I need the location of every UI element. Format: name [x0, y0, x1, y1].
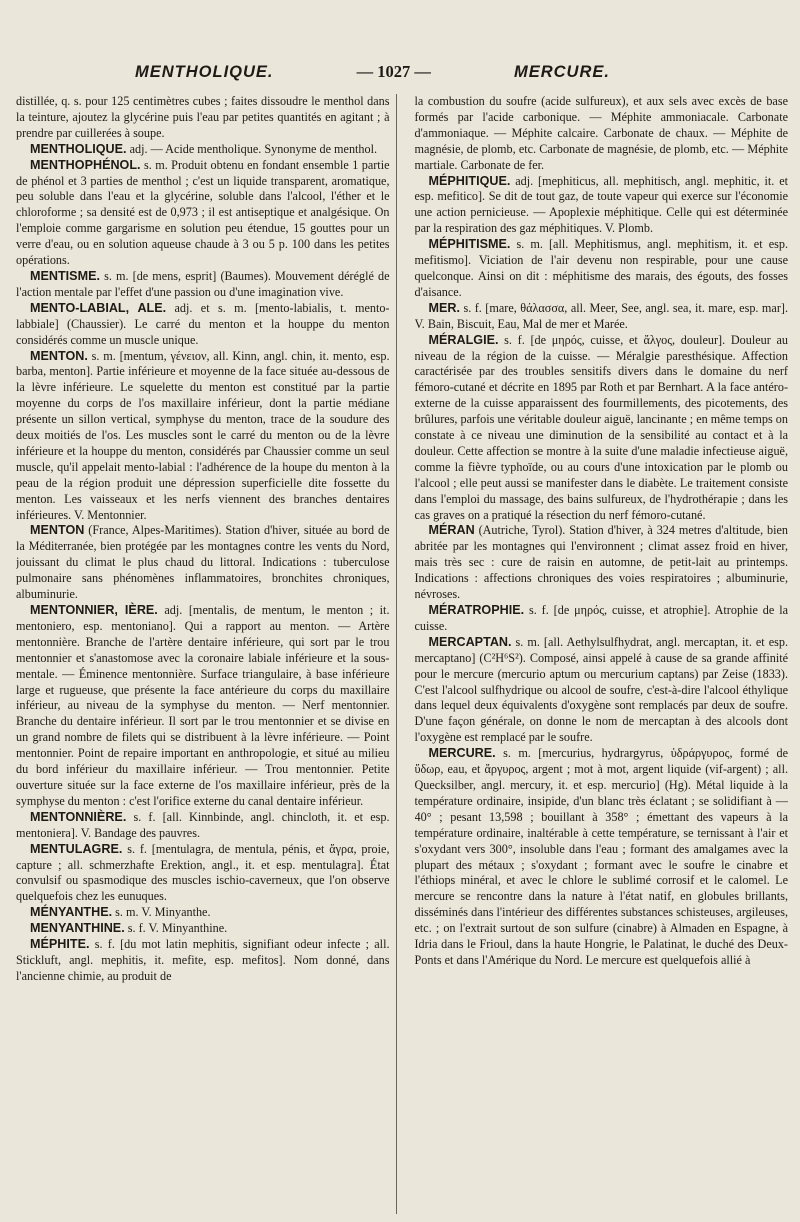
dictionary-entry [16, 905, 390, 921]
dictionary-entry [415, 333, 789, 524]
dictionary-entry [415, 174, 789, 238]
right-column [415, 94, 789, 1214]
entry-text: s. f. [du mot latin mephitis, signifiant odeur infecte ; all. Stickluft, angl. mephitis, it. mefite, esp. mefitos]. Nom donné, dans l'ancienne chimie, au produit de [16, 937, 390, 983]
dictionary-entry [415, 523, 789, 603]
entry-headword: MERCURE. [428, 746, 496, 761]
dictionary-entry [16, 842, 390, 906]
dictionary-entry [16, 142, 390, 158]
entry-text: adj. — Acide mentholique. Synonyme de menthol. [126, 141, 378, 156]
entry-headword: MER. [428, 300, 460, 315]
dictionary-entry [415, 746, 789, 969]
entry-text: (Autriche, Tyrol). Station d'hiver, à 324 metres d'altitude, bien abritée par les montagnes qui l'environnent ; climat assez froid en hiver, mais très sec : cure de raisin en automne, de petit-lait au printemps. Indications : affections chroniques des voies respiratoires ; albuminurie, névroses. [414, 523, 788, 602]
dictionary-entry [16, 269, 390, 301]
entry-headword: MENTONNIÈRE. [30, 809, 127, 824]
entry-text: s. f. V. Minyanthine. [124, 921, 228, 936]
entry-text: adj. [mentalis, de mentum, le menton ; it. mentoniero, esp. mentoniano]. Qui a rapport au menton. — Artère mentonnière. Branche de l'artère dentaire inférieure, qui sort par le trou mentonnier et s'anastomose avec la coronaire labiale inférieure et la sous-mentale. — Éminence mentonnière. Surface triangulaire, à base inférieure large et rugueuse, que présente la face antérieure du corps du maxillaire inférieur, au niveau de la symphyse du menton. — Nerf mentonnier. Branche du dentaire inférieur. Il sort par le trou mentonnier et se divise en un grand nombre de filets qui se distribuent à la lèvre inférieure. — Point mentonnier. Point de repaire important en anthropologie, et situé au milieu du bord inférieur du maxillaire inférieur. — Trou mentonnier. Petite ouverture située sur la face externe de l'os maxillaire inférieur, près de la symphyse du menton : c'est l'orifice externe du canal dentaire inférieur. [16, 603, 390, 808]
entry-headword: MENTO-LABIAL, ALE. [30, 300, 167, 315]
dictionary-entry [16, 921, 390, 937]
running-header [20, 62, 780, 84]
entry-headword: MÉRAN [428, 523, 475, 538]
entry-continuation [16, 94, 390, 142]
entry-headword: MENTON. [30, 348, 88, 363]
entry-headword: MENTONNIER, IÈRE. [30, 603, 158, 617]
entry-headword: MÉRALGIE. [428, 332, 499, 347]
entry-text: s. f. [mare, θάλασσα, all. Meer, See, angl. sea, it. mare, esp. mar]. V. Bain, Biscuit, Eau, Mal de mer et Marée. [414, 300, 788, 331]
entry-text: s. m. [mentum, γένειον, all. Kinn, angl. chin, it. mento, esp. barba, menton]. Partie inférieure et moyenne de la face située au-dessous de la lèvre inférieure. Le squelette du menton est constitué par la partie moyenne du corps de l'os maxillaire inférieur, dont la partie médiane présente un sillon vertical, symphyse du menton, trace de la soudure des deux moitiés de l'os. Les muscles sont le carré du menton ou de la lèvre inférieure et la houppe du menton, considérés par Chaussier comme un seul muscle, qu'il appelait mento-labial : l'adhérence de la houpe du menton à la peau de la région produit une dépression superficielle dite fossette du menton. Les vaisseaux et les nerfs viennent des branches dentaires inférieures. V. Mentonnier. [16, 348, 390, 522]
entry-text: distillée, q. s. pour 125 centimètres cubes ; faites dissoudre le menthol dans la teinture, ajoutez la glycérine puis l'eau par petites quantités en agitant ; à prendre par cuillerées à soupe. [16, 94, 390, 140]
entry-text: s. m. [de mens, esprit] (Baumes). Mouvement déréglé de l'action mentale par l'effet d'une passion ou d'une imagination vive. [16, 268, 390, 299]
entry-headword: MENTISME. [30, 268, 100, 283]
header-right-guideword: MERCURE. [513, 63, 610, 81]
dictionary-entry [16, 603, 390, 810]
entry-headword: MÉPHITE. [30, 937, 90, 952]
entry-headword: MENTHOPHÉNOL. [30, 157, 141, 172]
dictionary-entry [415, 301, 789, 333]
entry-headword: MÉRATROPHIE. [428, 603, 525, 617]
dictionary-entry [16, 349, 390, 524]
entry-text: adj. et s. m. [mento-labialis, t. mento-labbiale] (Chaussier). Le carré du menton et la houppe du menton considérés comme un muscle unique. [16, 300, 390, 347]
entry-headword: MÉPHITISME. [428, 237, 511, 252]
entry-text: s. m. V. Minyanthe. [112, 905, 211, 920]
dictionary-entry [16, 523, 390, 603]
entry-headword: MENTULAGRE. [30, 841, 123, 856]
entry-headword: MENYANTHINE. [30, 921, 125, 936]
entry-text: s. f. [mentulagra, de mentula, pénis, et ἄγρα, proie, capture ; all. schmerzhafte Erektion, angl., it. et esp. mentulagra]. État convulsif ou spasmodique des muscles ischio-caverneux, que l'on observe quelquefois chez les eunuques. [16, 841, 390, 904]
dictionary-entry [415, 635, 789, 746]
entry-headword: MERCAPTAN. [428, 634, 512, 649]
entry-text: s. f. [de μηρός, cuisse, et ἄλγος, douleur]. Douleur au niveau de la région de la cuisse. — Méralgie paresthésique. Affection caractérisée par des troubles sensitifs divers dans le domaine du nerf fémoro-cutané et décrite en 1895 par Roth et par Bernhart. A la face antéro-externe de la cuisse apparaissent des fourmillements, des picotements, des brûlures, parfois une véritable douleur aiguë, lancinante ; en même temps on constate à ce niveau une diminution de la sensibilité au contact et à la douleur. Cette affection se montre à la suite d'une maladie infectieuse aiguë, comme la fièvre typhoïde, ou au cours d'une intoxication par le plomb ou l'alcool ; elle peut aussi se manifester dans le diabète. Le traitement consiste dans l'emploi du massage, des bains sulfureux, de l'hydrothérapie ; dans les cas graves on a pratiqué la résection du nerf fémoro-cutané. [414, 332, 788, 522]
dictionary-entry [16, 301, 390, 349]
dictionary-entry [16, 158, 390, 269]
entry-text: s. m. [all. Aethylsulfhydrat, angl. mercaptan, it. et esp. mercaptano] (C²H⁶S²). Composé, ainsi appelé à cause de sa grande affinité pour le mercure (mercurio aptum ou mercurium captans) par Zeise (1833). C'est l'alcool sulfhydrique ou alcool de soufre, c'est-à-dire l'alcool éthylique dans lequel deux équivalents d'oxygène sont remplacés par deux de soufre. D'une façon générale, on donne le nom de mercaptan à des alcools dont l'oxygène est remplacé par le soufre. [414, 634, 788, 745]
entry-text: s. f. [all. Kinnbinde, angl. chincloth, it. et esp. mentoniera]. V. Bandage des pauvres. [16, 809, 390, 840]
dictionary-entry [16, 937, 390, 985]
entry-continuation [415, 94, 789, 174]
entry-text: s. f. [de μηρός, cuisse, et atrophie]. Atrophie de la cuisse. [414, 603, 788, 633]
entry-headword: MENTHOLIQUE. [30, 141, 127, 156]
entry-text: adj. [mephiticus, all. mephitisch, angl. mephitic, it. et esp. mefitico]. Se dit de tout gaz, de toute vapeur qui exerce sur l'économie une action pernicieuse. — Apoplexie méphitique. Celle qui est déterminée par la respiration des gaz méphitiques. V. Plomb. [414, 173, 788, 236]
text-columns [16, 94, 788, 1214]
dictionary-entry [415, 603, 789, 635]
page-number: — 1027 — [356, 62, 431, 81]
dictionary-entry [415, 237, 789, 301]
entry-text: (France, Alpes-Maritimes). Station d'hiver, située au bord de la Méditerranée, bien protégée par les montagnes contre les vents du Nord, jouissant du climat le plus chaud du littoral. Indications : tuberculose pulmonaire sans phénomènes inflammatoires, bronchites chroniques, albuminurie. [16, 523, 390, 602]
entry-text: s. m. Produit obtenu en fondant ensemble 1 partie de phénol et 3 parties de menthol ; c'est un liquide transparent, aromatique, peu soluble dans l'eau et la glycérine, soluble dans l'alcool, l'éther et le chloroforme ; sa densité est de 0,973 ; il est antiseptique et analgésique. On l'emploie comme gargarisme en solution peu étendue, 15 gouttes pour un verre d'eau, ou en solution aqueuse chaude à 3 ou 5 p. 100 dans les petites opérations. [16, 157, 390, 268]
dictionary-entry [16, 810, 390, 842]
entry-headword: MENTON [30, 523, 85, 538]
left-column [16, 94, 397, 1214]
entry-text: la combustion du soufre (acide sulfureux), et aux sels avec excès de base formés par l'acide carbonique. — Méphite ammoniacale. Carbonate d'ammoniaque. — Méphite calcaire. Carbonate de chaux. — Méphite de magnésie, de plomb, etc. Carbonate de magnésie, de plomb, etc. — Méphite martiale. Carbonate de fer. [414, 94, 788, 172]
entry-text: s. m. [mercurius, hydrargyrus, ὑδράργυρος, formé de ὕδωρ, eau, et ἄργυρος, argent ; mot à mot, argent liquide (vif-argent) ; all. Quecksilber, angl. mercury, it. et esp. mercurio] (Hg). Métal liquide à la température ordinaire, insipide, d'un blanc très éclatant ; se solidifiant à — 40° ; pesant 13,598 ; bouillant à 358° ; émettant des vapeurs à la température ordinaire, inaltérable à cette température, se ternissant à l'air et s'oxydant vers 300°, insoluble dans l'eau ; formant des amalgames avec la plupart des métaux ; s'oxydant ; formant avec le soufre le cinabre et l'éthiops minéral, et avec le chlore le sublimé corrosif et le calomel. Le mercure se rencontre dans la nature à l'état natif, en globules brillants, disséminés dans l'intérieur des différentes substances schisteuses, argileuses, etc. ; on l'extrait surtout de son sulfure (cinabre) à Almaden en Espagne, à Idria dans le Frioul, dans la haute Hongrie, le Palatinat, le duché des Deux-Ponts et dans l'Amérique du Nord. Le mercure est quelquefois allié à [414, 746, 788, 967]
entry-text: s. m. [all. Mephitismus, angl. mephitism, it. et esp. mefitismo]. Viciation de l'air devenu non respirable, pour une cause quelconque. Ainsi on dit : méphitisme des marais, des égouts, des fosses d'aisance. [414, 237, 788, 299]
entry-headword: MÉPHITIQUE. [428, 173, 511, 188]
entry-headword: MÉNYANTHE. [30, 905, 113, 920]
header-left-guideword: MENTHOLIQUE. [135, 63, 274, 81]
